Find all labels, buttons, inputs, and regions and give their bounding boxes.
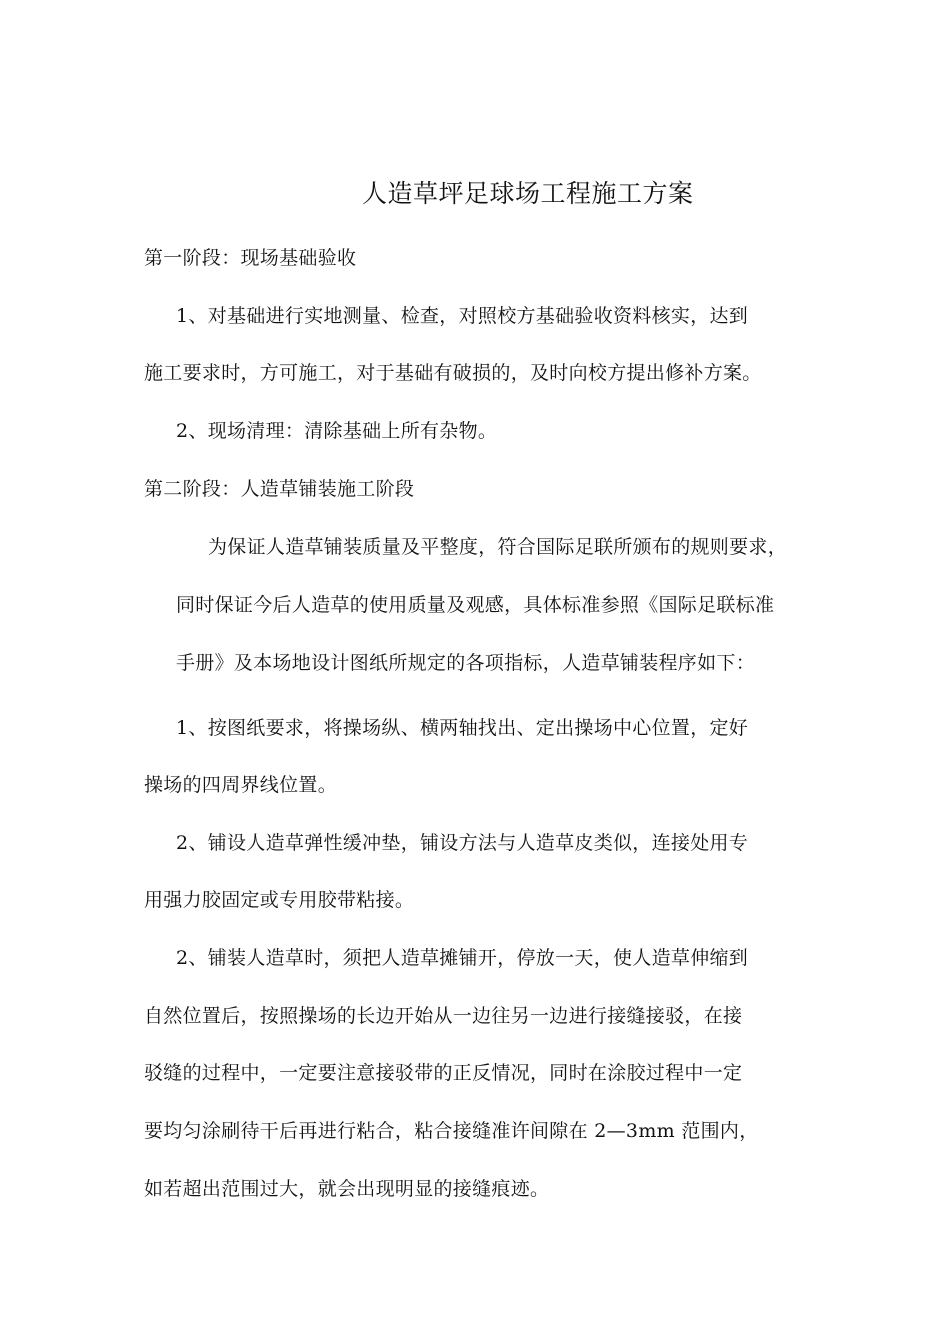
section-heading-stage-2: 第二阶段：人造草铺装施工阶段 (144, 478, 415, 500)
paragraph-line: 如若超出范围过大，就会出现明显的接缝痕迹。 (144, 1178, 550, 1200)
document-title: 人造草坪足球场工程施工方案 (362, 179, 694, 208)
paragraph-line: 自然位置后，按照操场的长边开始从一边往另一边进行接缝接驳，在接 (144, 1005, 743, 1027)
paragraph-line: 2、铺装人造草时，须把人造草摊铺开，停放一天，使人造草伸缩到 (176, 947, 749, 969)
paragraph-line: 为保证人造草铺装质量及平整度，符合国际足联所颁布的规则要求， (208, 536, 788, 558)
paragraph-line: 1、按图纸要求，将操场纵、横两轴找出、定出操场中心位置，定好 (176, 717, 749, 739)
section-heading-stage-1: 第一阶段：现场基础验收 (144, 247, 357, 269)
paragraph-line: 同时保证今后人造草的使用质量及观感，具体标准参照《国际足联标准 (176, 594, 775, 616)
paragraph-line: 1、对基础进行实地测量、检查，对照校方基础验收资料核实，达到 (176, 305, 749, 327)
paragraph-line: 施工要求时，方可施工，对于基础有破损的，及时向校方提出修补方案。 (144, 362, 762, 384)
paragraph-line: 驳缝的过程中，一定要注意接驳带的正反情况，同时在涂胶过程中一定 (144, 1062, 743, 1084)
paragraph-line: 操场的四周界线位置。 (144, 774, 338, 796)
paragraph-line: 2、现场清理：清除基础上所有杂物。 (176, 420, 498, 442)
paragraph-line: 要均匀涂刷待干后再进行粘合，粘合接缝准许间隙在 2—3mm 范围内， (144, 1120, 759, 1142)
paragraph-line: 用强力胶固定或专用胶带粘接。 (144, 889, 415, 911)
paragraph-line: 手册》及本场地设计图纸所规定的各项指标，人造草铺装程序如下： (176, 652, 756, 674)
paragraph-line: 2、铺设人造草弹性缓冲垫，铺设方法与人造草皮类似，连接处用专 (176, 832, 749, 854)
